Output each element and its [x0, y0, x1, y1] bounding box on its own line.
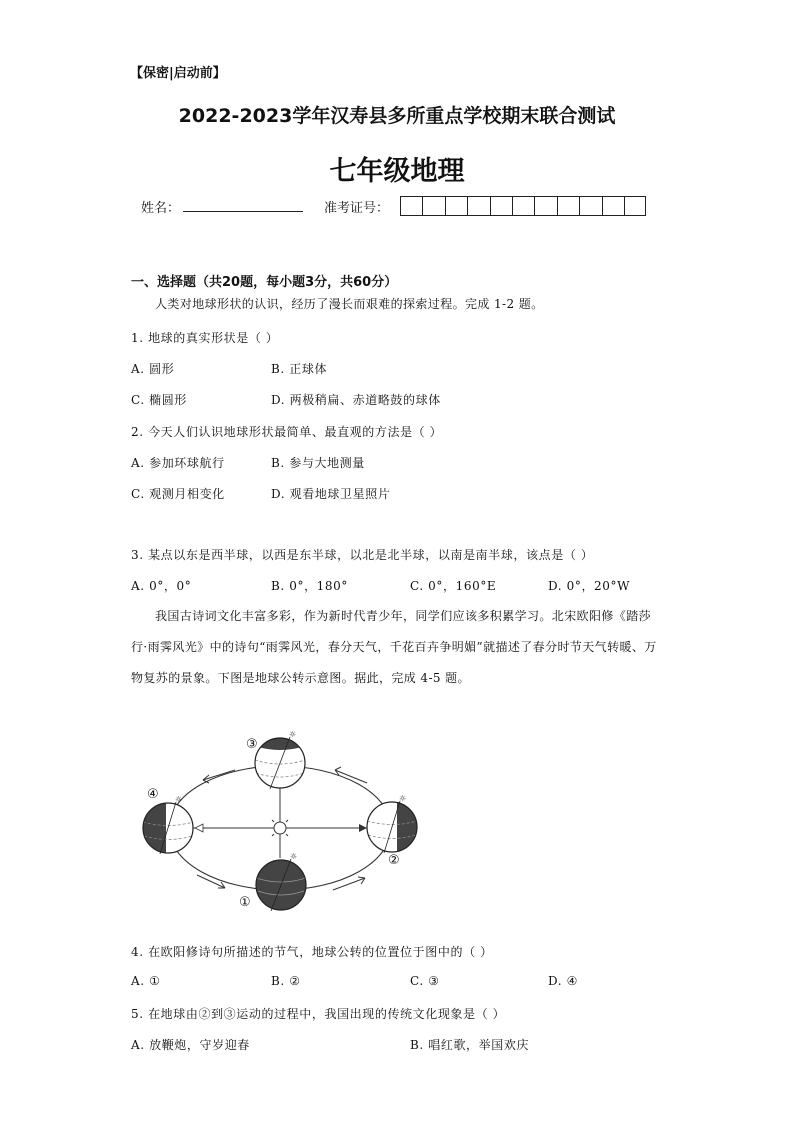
earth-revolution-diagram — [135, 728, 435, 913]
q5-option-a: A. 放鞭炮，守岁迎春 — [131, 1038, 250, 1052]
exam-id-box[interactable] — [445, 196, 467, 216]
exam-id-box[interactable] — [467, 196, 489, 216]
earth-globe-3 — [255, 730, 305, 789]
q5-option-b: B. 唱红歌，举国欢庆 — [410, 1038, 530, 1052]
exam-id-box[interactable] — [579, 196, 601, 216]
q1-option-c: C. 椭圆形 — [131, 393, 187, 407]
axis-arrow-right — [359, 824, 367, 832]
exam-title: 2022-2023学年汉寿县多所重点学校期末联合测试 — [178, 105, 616, 127]
exam-id-box[interactable] — [422, 196, 444, 216]
q1-stem: 1. 地球的真实形状是（ ） — [131, 331, 279, 345]
q3-option-b: B. 0°，180° — [271, 579, 348, 593]
name-field[interactable] — [183, 211, 303, 212]
q4-stem: 4. 在欧阳修诗句所描述的节气，地球公转的位置位于图中的（ ） — [131, 945, 493, 959]
axis-arrow-left — [195, 824, 203, 832]
exam-id-box[interactable] — [557, 196, 579, 216]
exam-id-box[interactable] — [490, 196, 512, 216]
exam-id-boxes[interactable] — [400, 196, 646, 216]
label-position-2: ② — [388, 853, 400, 868]
q3-stem: 3. 某点以东是西半球，以西是东半球，以北是北半球，以南是南半球，该点是（ ） — [131, 548, 594, 562]
q4-option-a: A. ① — [131, 974, 161, 988]
q3-option-a: A. 0°，0° — [131, 579, 192, 593]
q2-option-a: A. 参加环球航行 — [131, 456, 225, 470]
exam-id-label: 准考证号： — [324, 201, 390, 216]
label-position-3: ③ — [246, 737, 258, 752]
svg-text:☼: ☼ — [290, 852, 298, 861]
q4-option-d: D. ④ — [548, 974, 578, 988]
q4-option-b: B. ② — [271, 974, 301, 988]
q1-option-d: D. 两极稍扁、赤道略鼓的球体 — [271, 393, 441, 407]
q3-option-c: C. 0°，160°E — [410, 579, 497, 593]
svg-text:☼: ☼ — [399, 794, 407, 803]
exam-id-box[interactable] — [602, 196, 624, 216]
exam-subtitle: 七年级地理 — [329, 156, 465, 187]
label-position-4: ④ — [147, 787, 159, 802]
confidential-tag: 【保密|启动前】 — [130, 66, 226, 81]
q2-option-d: D. 观看地球卫星照片 — [271, 487, 391, 501]
intro-passage-2: 我国古诗词文化丰富多彩，作为新时代青少年，同学们应该多积累学习。北宋欧阳修《踏莎行·雨霁风光》中的诗句“雨霁风光，春分天气，千花百卉争明媚”就描述了春分时节天气转暖、万物复苏的景象。下图是地球公转示意图。据此，完成 4-5 题。 — [131, 609, 657, 685]
q4-option-c: C. ③ — [410, 974, 440, 988]
q5-stem: 5. 在地球由②到③运动的过程中，我国出现的传统文化现象是（ ） — [131, 1007, 506, 1021]
earth-globe-4 — [138, 795, 193, 858]
label-position-1: ① — [239, 895, 251, 910]
q2-option-c: C. 观测月相变化 — [131, 487, 225, 501]
svg-text:☼: ☼ — [289, 730, 297, 739]
q1-option-b: B. 正球体 — [271, 362, 328, 376]
earth-globe-1 — [256, 852, 306, 911]
exam-id-box[interactable] — [400, 196, 422, 216]
q1-option-a: A. 圆形 — [131, 362, 175, 376]
earth-globe-2 — [367, 794, 427, 858]
exam-id-box[interactable] — [534, 196, 556, 216]
q2-option-b: B. 参与大地测量 — [271, 456, 365, 470]
q2-stem: 2. 今天人们认识地球形状最简单、最直观的方法是（ ） — [131, 425, 443, 439]
q3-option-d: D. 0°，20°W — [548, 579, 631, 593]
svg-text:☼: ☼ — [175, 795, 183, 804]
section-heading: 一、选择题（共20题，每小题3分，共60分） — [131, 275, 398, 290]
intro-passage-1: 人类对地球形状的认识，经历了漫长而艰难的探索过程。完成 1-2 题。 — [155, 297, 544, 311]
name-label: 姓名： — [141, 201, 181, 216]
exam-id-box[interactable] — [512, 196, 534, 216]
exam-id-box[interactable] — [624, 196, 646, 216]
